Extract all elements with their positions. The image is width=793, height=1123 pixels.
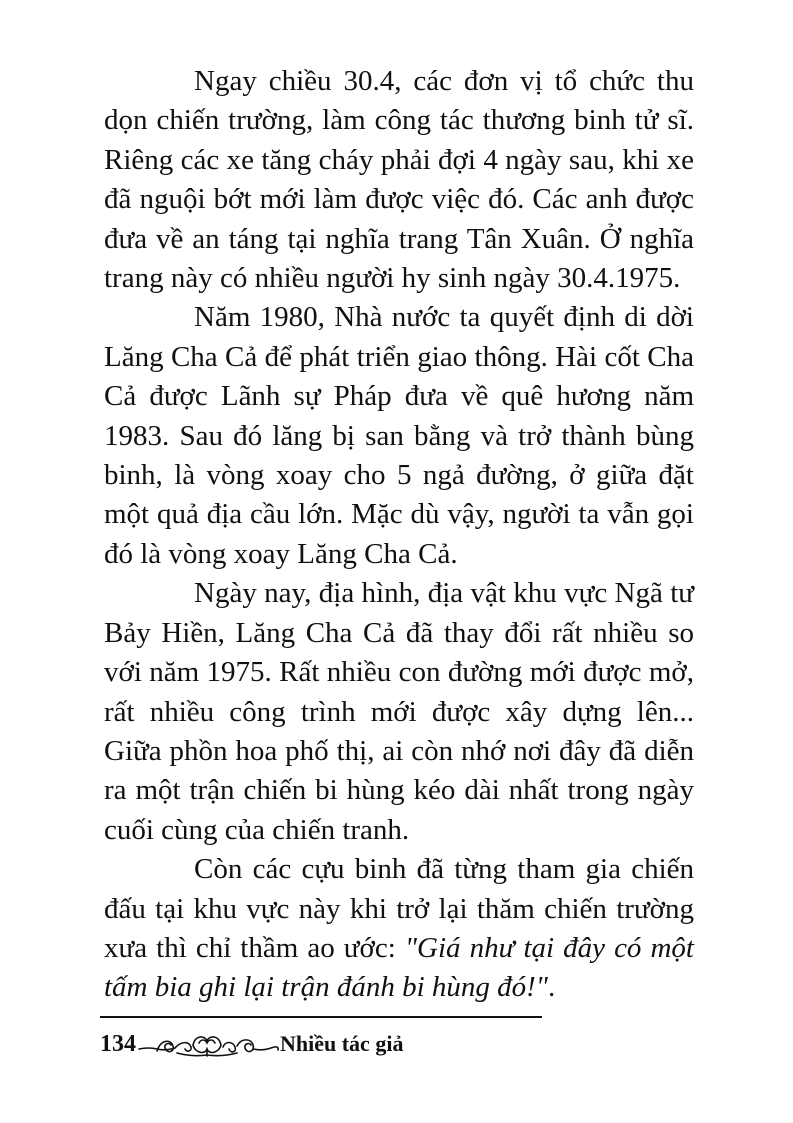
book-author: Nhiều tác giả: [280, 1031, 404, 1056]
paragraph-4-quote: "Giá như tại đây có một tấm bia ghi lại trận đánh bi hùng đó!": [104, 931, 694, 1004]
paragraph-4: [104, 850, 694, 1008]
body-text: [104, 62, 694, 1008]
footer-divider: [100, 1016, 542, 1018]
page-footer: [100, 1027, 403, 1061]
paragraph-4-text: Còn các cựu binh đã từng tham gia chiến đấu tại khu vực này khi trở lại thăm chiến trường xưa thì chỉ thầm ao ước:: [104, 853, 694, 964]
paragraph-4-end: .: [547, 971, 556, 1004]
paragraph-1: Ngay chiều 30.4, các đơn vị tổ chức thu dọn chiến trường, làm công tác thương binh tử sĩ. Riêng các xe tăng cháy phải đợi 4 ngày sau, khi xe đã nguội bớt mới làm được việc đó. Các anh được đưa về an táng tại nghĩa trang Tân Xuân. Ở nghĩa trang này có nhiều người hy sinh ngày 30.4.1975.: [104, 65, 694, 295]
decorative-flourish-icon: [137, 1029, 279, 1059]
paragraph-2: Năm 1980, Nhà nước ta quyết định di dời Lăng Cha Cả để phát triển giao thông. Hài cốt Cha Cả được Lãnh sự Pháp đưa về quê hương năm 1983. Sau đó lăng bị san bằng và trở thành bùng binh, là vòng xoay cho 5 ngả đường, ở giữa đặt một quả địa cầu lớn. Mặc dù vậy, người ta vẫn gọi đó là vòng xoay Lăng Cha Cả.: [104, 301, 694, 570]
paragraph-3: Ngày nay, địa hình, địa vật khu vực Ngã tư Bảy Hiền, Lăng Cha Cả đã thay đổi rất nhiều so với năm 1975. Rất nhiều con đường mới được mở, rất nhiều công trình mới được xây dựng lên... Giữa phồn hoa phố thị, ai còn nhớ nơi đây đã diễn ra một trận chiến bi hùng kéo dài nhất trong ngày cuối cùng của chiến tranh.: [104, 577, 694, 846]
page-number: 134: [100, 1030, 136, 1057]
